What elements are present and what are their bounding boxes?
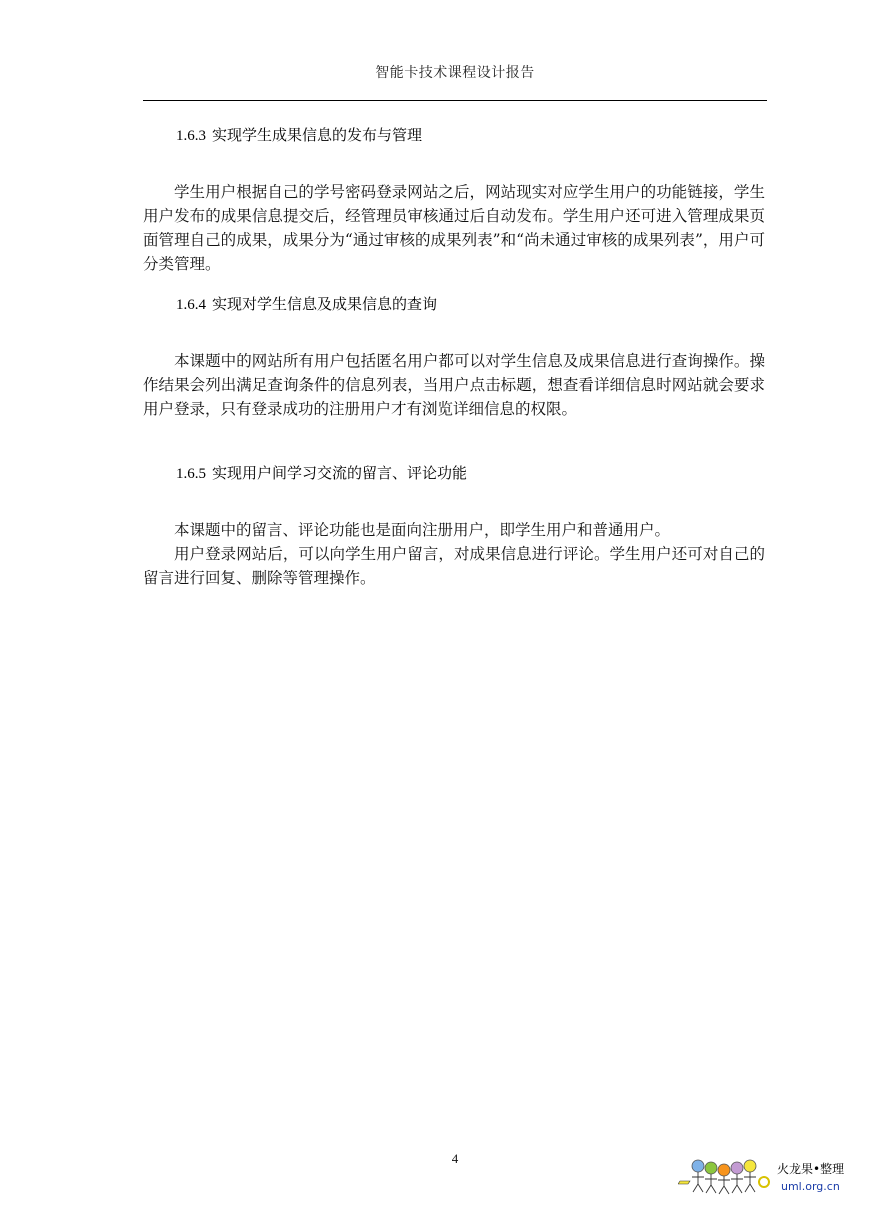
- stick-figures-logo-icon: [678, 1156, 778, 1196]
- section-heading-1-6-4: [176, 293, 437, 314]
- paragraph: 用户登录网站后，可以向学生用户留言，对成果信息进行评论。学生用户还可对自己的留言进行回复、删除等管理操作。: [143, 545, 765, 587]
- logo-brand-text: 火龙果•整理: [777, 1162, 845, 1176]
- section-heading-1-6-5: [176, 462, 467, 483]
- header-rule: [143, 100, 767, 101]
- section-number: 1.6.3: [176, 128, 206, 144]
- logo-url-text: uml.org.cn: [781, 1180, 840, 1193]
- publisher-logo: [678, 1156, 848, 1196]
- section-title: 实现用户间学习交流的留言、评论功能: [212, 464, 468, 482]
- section-number: 1.6.4: [176, 297, 206, 313]
- paragraph: 学生用户根据自己的学号密码登录网站之后，网站现实对应学生用户的功能链接，学生用户发布的成果信息提交后，经管理员审核通过后自动发布。学生用户还可进入管理成果页面管理自己的成果，成果分为“通过审核的成果列表”和“尚未通过审核的成果列表”，用户可分类管理。: [143, 183, 765, 273]
- section-heading-1-6-3: [176, 124, 422, 145]
- section-number: 1.6.5: [176, 466, 206, 482]
- running-header: 智能卡技术课程设计报告: [375, 65, 535, 81]
- paragraph: 本课题中的网站所有用户包括匿名用户都可以对学生信息及成果信息进行查询操作。操作结果会列出满足查询条件的信息列表，当用户点击标题，想查看详细信息时网站就会要求用户登录，只有登录成功的注册用户才有浏览详细信息的权限。: [143, 352, 765, 418]
- paragraph: 本课题中的留言、评论功能也是面向注册用户，即学生用户和普通用户。: [174, 521, 671, 539]
- page-number: 4: [451, 1151, 459, 1166]
- section-title: 实现学生成果信息的发布与管理: [212, 126, 423, 144]
- section-title: 实现对学生信息及成果信息的查询: [212, 295, 438, 313]
